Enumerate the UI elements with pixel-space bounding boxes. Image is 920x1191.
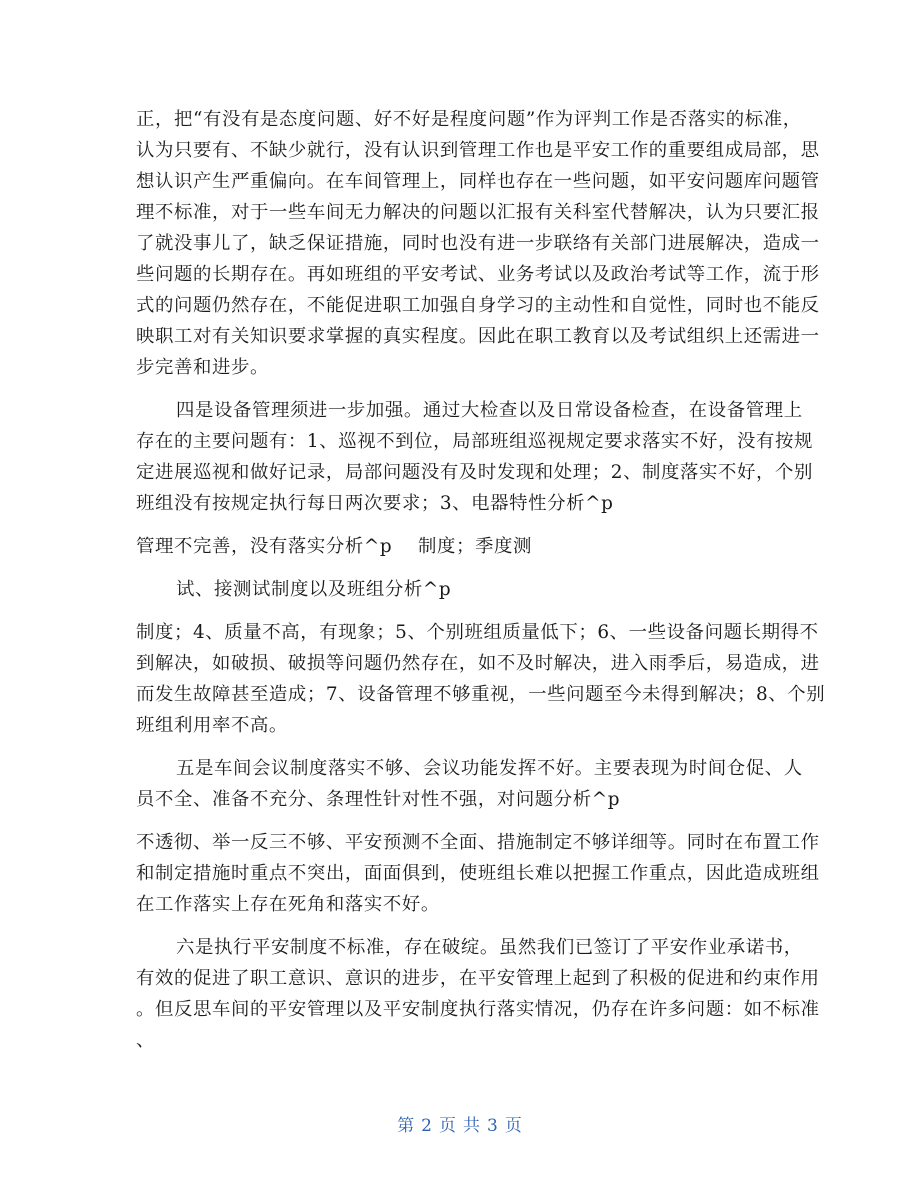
text-line: 不透彻、举一反三不够、平安预测不全面、措施制定不够详细等。同时在布置工作	[136, 832, 820, 853]
text-line: 员不全、准备不充分、条理性针对性不强，对问题分析^p	[136, 789, 621, 810]
footer-gong: 共	[463, 1116, 481, 1136]
paragraph-2	[136, 395, 813, 519]
text-line: 和制定措施时重点不突出，面面俱到，使班组长难以把握工作重点，因此造成班组	[136, 863, 820, 884]
text-line: 、	[136, 1030, 155, 1051]
text-line: 想认识产生严重偏向。在车间管理上，同样也存在一些问题，如平安问题库问题管	[136, 171, 820, 192]
paragraph-3	[136, 531, 784, 562]
text-line: 管理不完善，没有落实分析^p 制度；季度测	[136, 536, 532, 557]
text-line: 存在的主要问题有：1、巡视不到位，局部班组巡视规定要求落实不好，没有按规	[136, 431, 813, 452]
text-line: 。但反思车间的平安管理以及平安制度执行落实情况，仍存在许多问题：如不标准	[136, 999, 820, 1020]
text-line: 定进展巡视和做好记录，局部问题没有及时发现和处理；2、制度落实不好，个别	[136, 462, 813, 483]
footer-page-number: 2	[421, 1116, 433, 1136]
text-line: 在工作落实上存在死角和落实不好。	[136, 894, 440, 915]
text-line: 有效的促进了职工意识、意识的进步，在平安管理上起到了积极的促进和约束作用	[136, 968, 820, 989]
text-line: 了就没事儿了，缺乏保证措施，同时也没有进一步联络有关部门进展解决，造成一	[136, 233, 820, 254]
text-line: 到解决，如破损、破损等问题仍然存在，如不及时解决，进入雨季后，易造成，进	[136, 653, 820, 674]
paragraph-6	[136, 753, 803, 815]
document-body	[136, 104, 826, 1056]
paragraph-8	[136, 932, 820, 1056]
text-line: 试、接测试制度以及班组分析^p	[176, 579, 452, 600]
text-line: 映职工对有关知识要求掌握的真实程度。因此在职工教育以及考试组织上还需进一	[136, 326, 820, 347]
text-line: 认为只要有、不缺少就行，没有认识到管理工作也是平安工作的重要组成局部，思	[136, 140, 820, 161]
text-line: 四是设备管理须进一步加强。通过大检查以及日常设备检查，在设备管理上	[176, 400, 803, 421]
paragraph-4	[136, 574, 784, 605]
text-line: 些问题的长期存在。再如班组的平安考试、业务考试以及政治考试等工作，流于形	[136, 264, 820, 285]
footer-ye: 页	[439, 1116, 457, 1136]
text-line: 六是执行平安制度不标准，存在破绽。虽然我们已签订了平安作业承诺书，	[176, 937, 803, 958]
page-footer	[0, 1111, 920, 1136]
text-line: 而发生故障甚至造成；7、设备管理不够重视，一些问题至今未得到解决；8、个别	[136, 684, 826, 705]
text-line: 步完善和进步。	[136, 357, 269, 378]
text-line: 制度；4、质量不高，有现象；5、个别班组质量低下；6、一些设备问题长期得不	[136, 622, 819, 643]
paragraph-1	[136, 104, 820, 383]
text-line: 五是车间会议制度落实不够、会议功能发挥不好。主要表现为时间仓促、人	[176, 758, 803, 779]
text-line: 理不标准，对于一些车间无力解决的问题以汇报有关科室代替解决，认为只要汇报	[136, 202, 820, 223]
footer-ye: 页	[504, 1116, 523, 1136]
paragraph-7	[136, 827, 820, 920]
text-line: 正，把“有没有是态度问题、好不好是程度问题”作为评判工作是否落实的标准，	[136, 109, 802, 130]
paragraph-5	[136, 617, 826, 741]
text-line: 班组利用率不高。	[136, 715, 288, 736]
text-line: 式的问题仍然存在，不能促进职工加强自身学习的主动性和自觉性，同时也不能反	[136, 295, 820, 316]
text-line: 班组没有按规定执行每日两次要求；3、电器特性分析^p	[136, 493, 614, 514]
footer-di: 第	[397, 1116, 416, 1136]
footer-total-pages: 3	[487, 1116, 499, 1136]
